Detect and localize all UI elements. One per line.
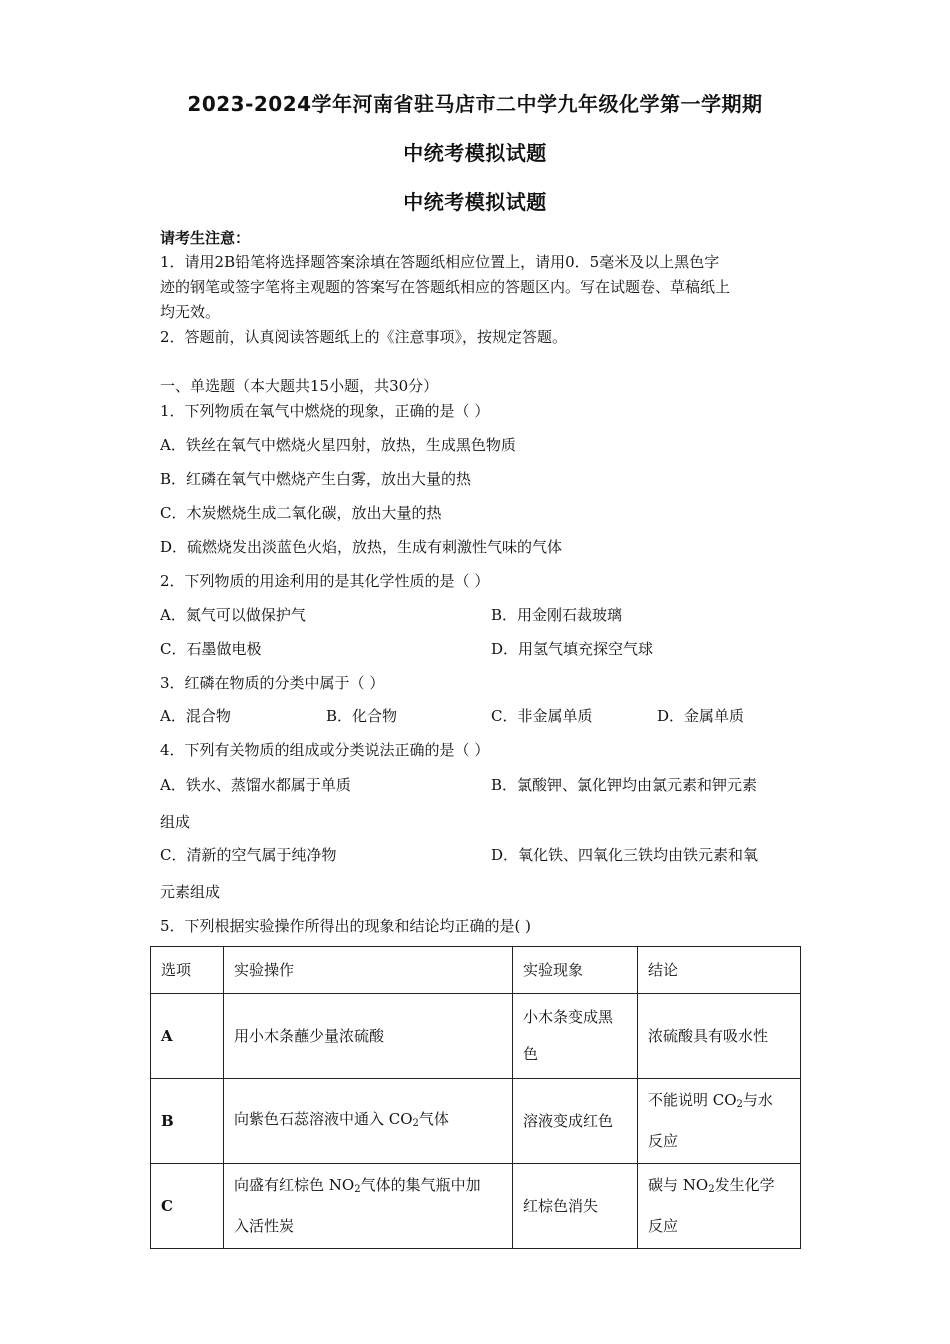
question-4-option-a: A．铁水、蒸馏水都属于单质 [160, 776, 351, 794]
row-a-option: A [151, 994, 224, 1079]
question-2-option-d: D．用氢气填充探空气球 [491, 640, 654, 658]
header-conclusion: 结论 [638, 947, 801, 994]
row-c-operation [224, 1164, 513, 1249]
row-b-operation-post: 气体 [418, 1109, 449, 1128]
row-b-conclusion-post: 与水 [742, 1091, 773, 1109]
exam-title-line-3: 中统考模拟试题 [403, 190, 547, 214]
row-a-phenomenon-l1: 小木条变成黑 [523, 1008, 614, 1026]
question-4-option-d: D．氧化铁、四氧化三铁均由铁元素和氧 [491, 846, 759, 864]
row-c-option: C [151, 1164, 224, 1249]
row-a-conclusion: 浓硫酸具有吸水性 [638, 994, 801, 1079]
row-a-phenomenon [513, 994, 638, 1079]
exam-title-line-1: 2023-2024学年河南省驻马店市二中学九年级化学第一学期期 [187, 92, 763, 116]
header-phenomenon: 实验现象 [513, 947, 638, 994]
table-row [151, 1079, 801, 1164]
notice-item-1-line-3: 均无效。 [160, 303, 221, 321]
table-row [151, 994, 801, 1079]
row-c-operation-sub: 2 [354, 1184, 361, 1195]
row-c-operation-pre: 向盛有红棕色 NO [234, 1176, 355, 1194]
notice-item-1-line-2: 迹的钢笔或签字笔将主观题的答案写在答题纸相应的答题区内。写在试题卷、草稿纸上 [160, 278, 731, 296]
header-option: 选项 [151, 947, 224, 994]
row-c-conclusion-sub: 2 [708, 1184, 715, 1195]
question-1-option-a: A．铁丝在氧气中燃烧火星四射，放热，生成黑色物质 [160, 436, 516, 454]
question-3-option-a: A．混合物 [160, 707, 231, 725]
row-b-conclusion [638, 1079, 801, 1164]
question-3-option-c: C．非金属单质 [491, 707, 593, 725]
row-c-conclusion-pre: 碳与 NO [648, 1176, 709, 1194]
question-4-stem: 4．下列有关物质的组成或分类说法正确的是（ ） [160, 741, 490, 759]
exam-title-line-2: 中统考模拟试题 [403, 141, 547, 165]
notice-item-1-line-1: 1．请用2B铅笔将选择题答案涂填在答题纸相应位置上，请用0．5毫米及以上黑色字 [160, 253, 720, 271]
question-4-option-c: C．清新的空气属于纯净物 [160, 846, 337, 864]
question-2-option-b: B．用金刚石裁玻璃 [491, 606, 623, 624]
row-a-phenomenon-l2: 色 [523, 1045, 539, 1063]
row-c-conclusion-post: 发生化学 [714, 1176, 775, 1194]
row-b-operation-pre: 向紫色石蕊溶液中通入 CO [234, 1109, 413, 1128]
row-b-operation [224, 1079, 513, 1164]
row-b-conclusion-l2: 反应 [648, 1132, 679, 1150]
row-b-conclusion-pre: 不能说明 CO [648, 1091, 737, 1109]
row-a-operation: 用小木条蘸少量浓硫酸 [224, 994, 513, 1079]
row-c-operation-post: 气体的集气瓶中加 [360, 1176, 481, 1194]
row-b-operation-sub: 2 [412, 1117, 419, 1129]
row-b-phenomenon: 溶液变成红色 [513, 1079, 638, 1164]
section-heading: 一、单选题（本大题共15小题，共30分） [160, 377, 439, 395]
question-3-stem: 3．红磷在物质的分类中属于（ ） [160, 674, 385, 692]
question-3-option-d: D．金属单质 [657, 707, 745, 725]
question-2-stem: 2．下列物质的用途利用的是其化学性质的是（ ） [160, 572, 490, 590]
table-row [151, 1164, 801, 1249]
question-1-option-c: C．木炭燃烧生成二氧化碳，放出大量的热 [160, 504, 442, 522]
question-1-option-d: D．硫燃烧发出淡蓝色火焰，放热，生成有刺激性气味的气体 [160, 538, 563, 556]
question-4-option-b-cont: 组成 [160, 813, 191, 831]
question-4-option-b: B．氯酸钾、氯化钾均由氯元素和钾元素 [491, 776, 758, 794]
notice-heading: 请考生注意： [160, 229, 251, 247]
question-4-option-d-cont: 元素组成 [160, 883, 221, 901]
question-2-option-c: C．石墨做电极 [160, 640, 262, 658]
question-2-option-a: A．氮气可以做保护气 [160, 606, 306, 624]
notice-item-2: 2．答题前，认真阅读答题纸上的《注意事项》，按规定答题。 [160, 328, 568, 346]
row-c-operation-l2: 入活性炭 [234, 1217, 295, 1235]
row-b-option: B [151, 1079, 224, 1164]
row-b-conclusion-sub: 2 [736, 1099, 743, 1110]
row-c-conclusion-l2: 反应 [648, 1217, 679, 1235]
row-c-phenomenon: 红棕色消失 [513, 1164, 638, 1249]
header-operation: 实验操作 [224, 947, 513, 994]
question-5-table [150, 946, 801, 1249]
row-c-conclusion [638, 1164, 801, 1249]
question-1-option-b: B．红磷在氧气中燃烧产生白雾，放出大量的热 [160, 470, 472, 488]
question-1-stem: 1．下列物质在氧气中燃烧的现象，正确的是（ ） [160, 402, 490, 420]
question-3-option-b: B．化合物 [326, 707, 398, 725]
table-header-row [151, 947, 801, 994]
question-5-stem: 5．下列根据实验操作所得出的现象和结论均正确的是( ) [160, 917, 532, 935]
